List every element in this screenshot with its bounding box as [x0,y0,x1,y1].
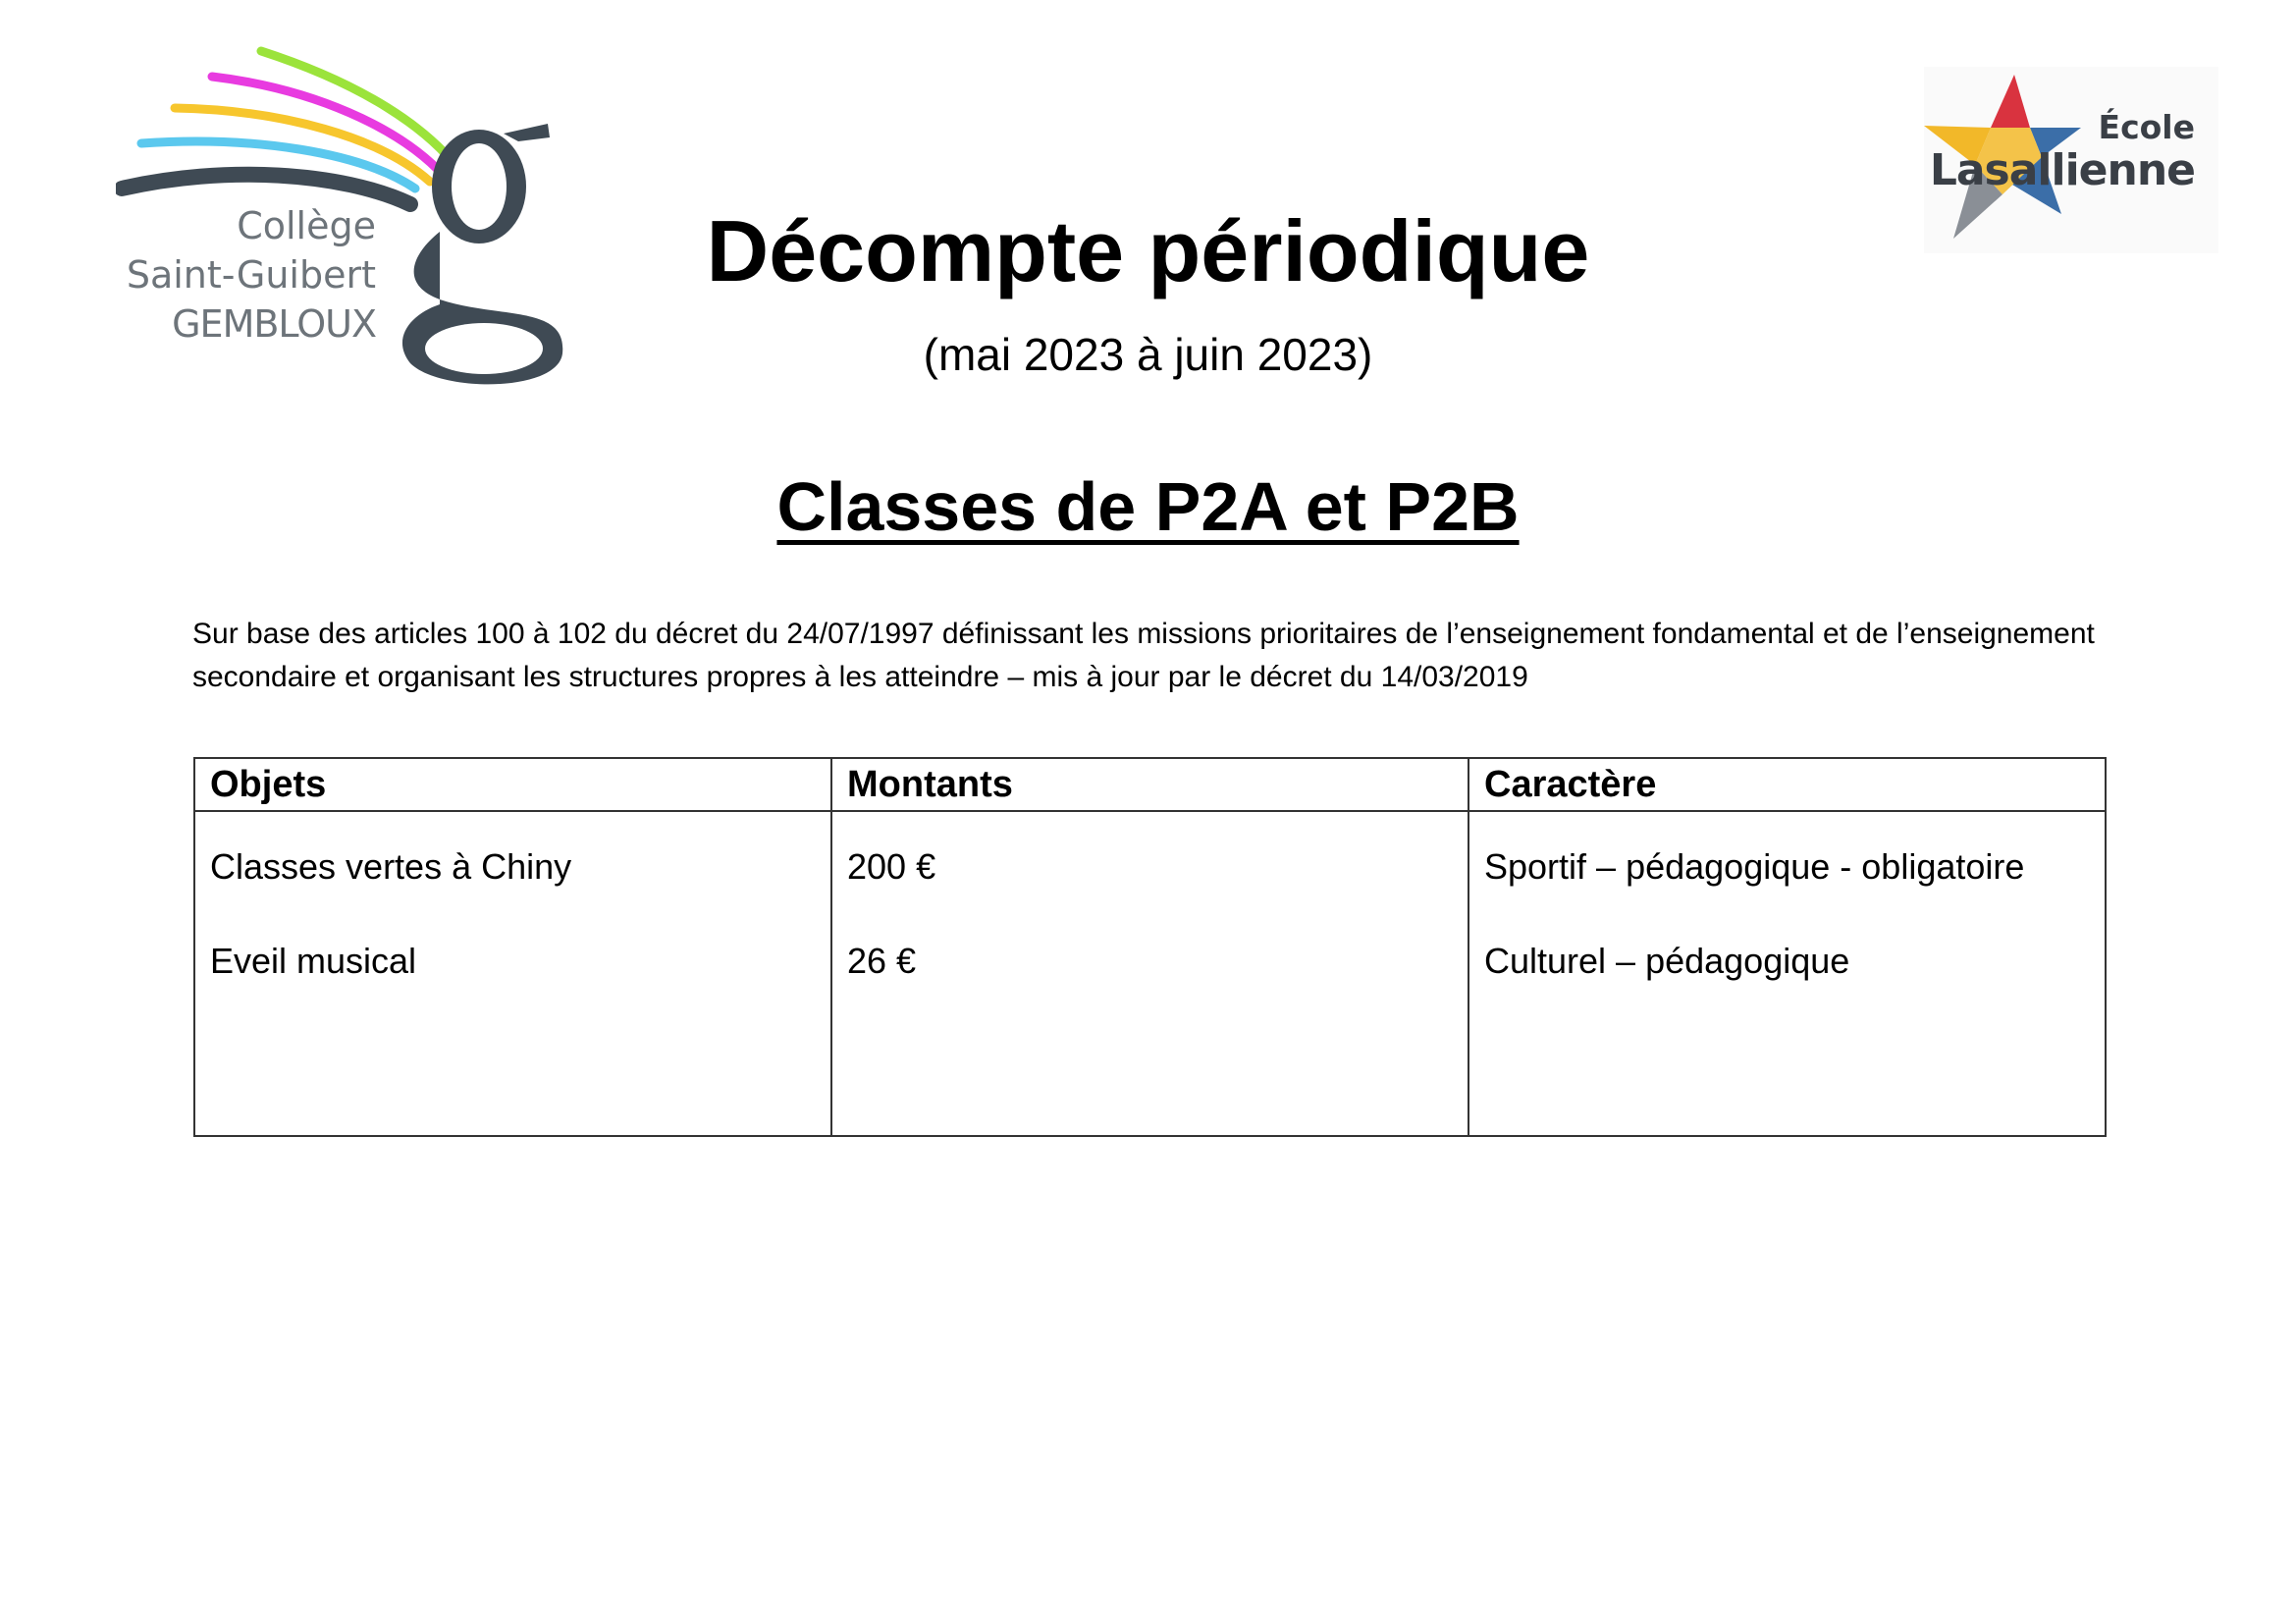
logo-left-line3: GEMBLOUX [172,302,376,346]
legal-intro-paragraph: Sur base des articles 100 à 102 du décret du 24/07/1997 définissant les missions prioritaires de l’enseignement fondamental et de l’enseignement secondaire et organisant les structures propres à les atteindre – mis à jour par le décret du 14/03/2019 [192,618,2095,693]
table-header-row [194,758,2106,811]
cell-montants [831,811,1468,1136]
montant-item: 26 € [847,941,917,981]
objet-item: Classes vertes à Chiny [210,846,572,887]
page-title: Décompte périodique [706,202,1590,299]
caractere-item: Sportif – pédagogique - obligatoire [1484,846,2025,887]
table-row [194,811,2106,1136]
header-montants: Montants [831,758,1468,811]
montant-item: 200 € [847,846,936,887]
logo-left-line1: Collège [237,204,376,247]
cell-objets [194,811,831,1136]
logo-left-line2: Saint-Guibert [126,253,376,297]
logo-right-line1: École [2098,108,2195,146]
header-caractere: Caractère [1468,758,2106,811]
classes-heading [0,467,2296,546]
period-subtitle: (mai 2023 à juin 2023) [923,329,1373,380]
logo-right-line2: Lasallienne [1929,145,2195,195]
fees-table [193,757,2107,1137]
header-objets: Objets [194,758,831,811]
objet-item: Eveil musical [210,941,417,981]
caractere-item: Culturel – pédagogique [1484,941,1850,981]
classes-heading-text: Classes de P2A et P2B [776,468,1520,545]
cell-caractere [1468,811,2106,1136]
